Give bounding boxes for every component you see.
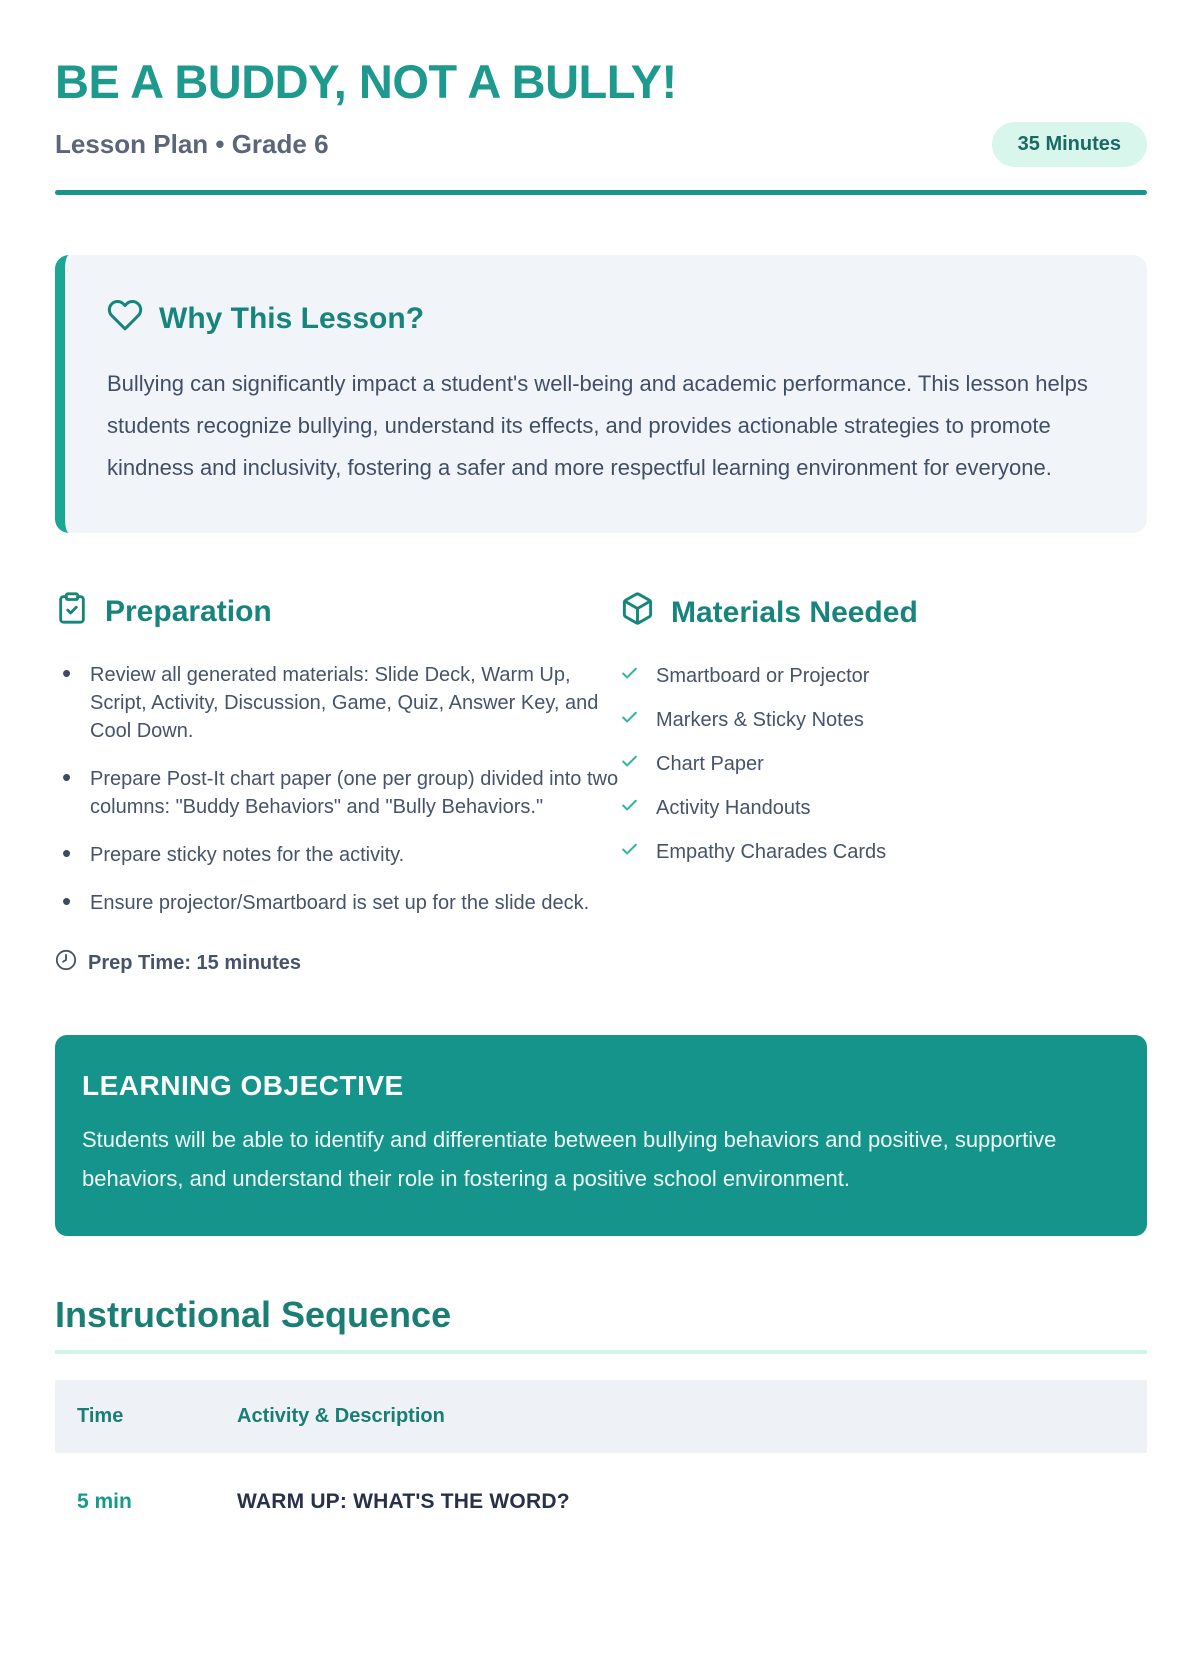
list-item [620, 664, 1147, 689]
materials-heading-label: Materials Needed [671, 595, 918, 629]
clipboard-check-icon [55, 591, 89, 633]
material-item-label: Smartboard or Projector [656, 665, 870, 688]
list-item: • Prepare Post-It chart paper (one per group) divided into two columns: "Buddy Behaviors" and "Bully Behaviors." [55, 765, 620, 821]
material-item-label: Activity Handouts [656, 797, 811, 820]
list-item [620, 708, 1147, 733]
check-icon [620, 840, 639, 865]
table-header-row [55, 1380, 1147, 1453]
cell-time: 5 min [77, 1490, 132, 1514]
material-item-label: Chart Paper [656, 753, 764, 776]
check-icon [620, 664, 639, 689]
package-icon [620, 591, 655, 634]
duration-badge: 35 Minutes [992, 122, 1147, 167]
preparation-heading [55, 591, 620, 633]
lesson-plan-page [0, 57, 1200, 1514]
check-icon [620, 796, 639, 821]
material-item-label: Markers & Sticky Notes [656, 709, 864, 732]
learning-objective-heading: LEARNING OBJECTIVE [82, 1070, 404, 1102]
cell-activity: WARM UP: WHAT'S THE WORD? [237, 1490, 570, 1514]
list-item: • Review all generated materials: Slide Deck, Warm Up, Script, Activity, Discussion, Game, Quiz, Answer Key, and Cool Down. [55, 661, 620, 745]
prep-time-label: Prep Time: 15 minutes [88, 951, 302, 974]
clock-icon [55, 949, 77, 977]
preparation-list [55, 661, 620, 917]
why-heading [107, 297, 1099, 341]
column-header-activity: Activity & Description [237, 1405, 445, 1428]
materials-section [620, 591, 1147, 977]
prep-materials-columns [55, 591, 1147, 977]
preparation-heading-label: Preparation [105, 595, 272, 629]
learning-objective-body: Students will be able to identify and differentiate between bullying behaviors and positive, supportive behaviors, and understand their role in fostering a positive school environment. [82, 1127, 1057, 1192]
instructional-sequence-section [55, 1294, 1147, 1514]
header-meta-row [55, 122, 1147, 167]
list-item [620, 752, 1147, 777]
instructional-sequence-heading: Instructional Sequence [55, 1294, 452, 1336]
materials-list [620, 664, 1147, 865]
prep-time [55, 949, 620, 977]
header-divider [55, 190, 1147, 195]
sequence-table [55, 1380, 1147, 1514]
learning-objective-box [55, 1035, 1147, 1236]
list-item [620, 840, 1147, 865]
sequence-divider [55, 1350, 1147, 1354]
table-row [55, 1453, 1147, 1514]
why-this-lesson-card [55, 255, 1147, 533]
column-header-time: Time [77, 1405, 124, 1428]
list-item [620, 796, 1147, 821]
check-icon [620, 752, 639, 777]
why-heading-label: Why This Lesson? [159, 302, 425, 336]
preparation-section [55, 591, 620, 977]
why-body: Bullying can significantly impact a student's well-being and academic performance. This lesson helps students recognize bullying, understand its effects, and provides actionable strategies to promote kindness and inclusivity, fostering a safer and more respectful learning environment for everyone. [107, 371, 1088, 481]
subtitle: Lesson Plan • Grade 6 [55, 129, 329, 160]
materials-heading [620, 591, 1147, 634]
page-title: BE A BUDDY, NOT A BULLY! [55, 55, 677, 108]
material-item-label: Empathy Charades Cards [656, 841, 887, 864]
list-item: • Ensure projector/Smartboard is set up for the slide deck. [55, 889, 620, 917]
list-item: • Prepare sticky notes for the activity. [55, 841, 620, 869]
check-icon [620, 708, 639, 733]
heart-icon [107, 297, 143, 341]
